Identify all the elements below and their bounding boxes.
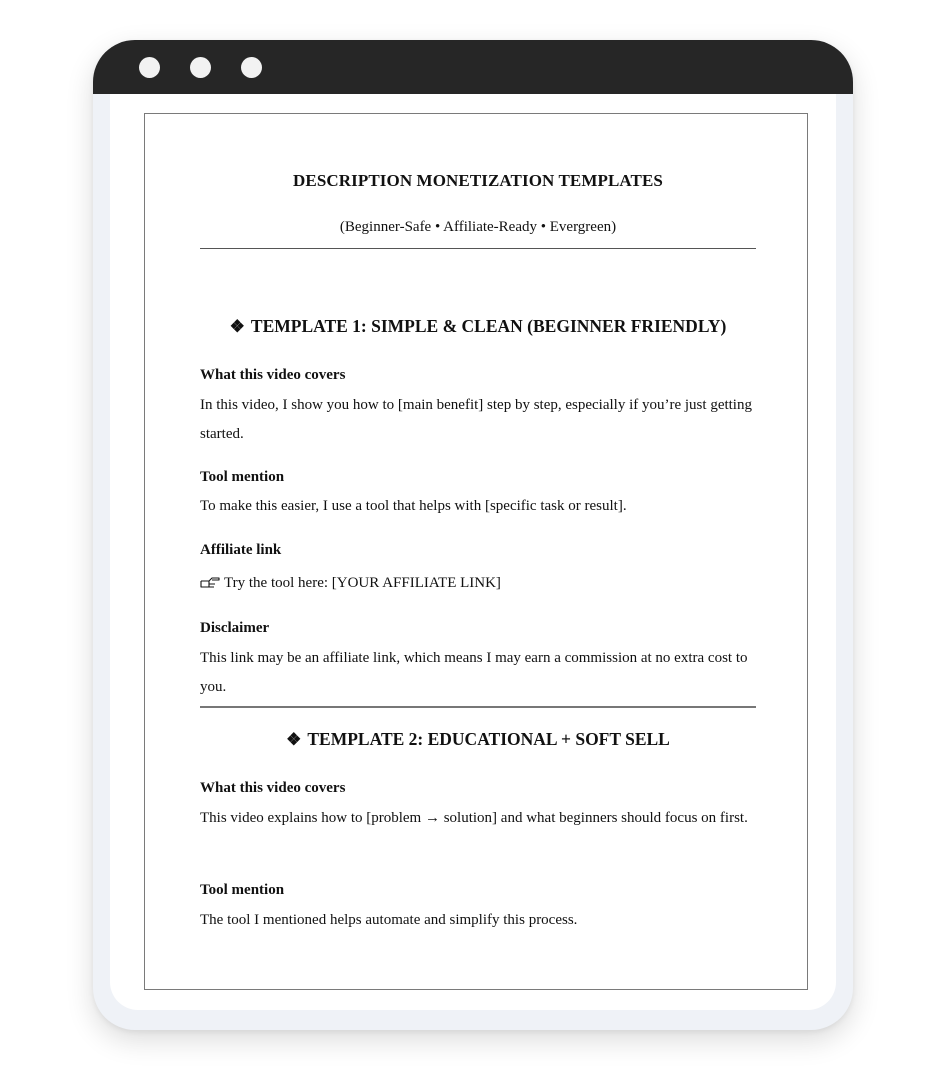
template-1-tool-label: Tool mention bbox=[200, 469, 285, 485]
template-2-tool-label: Tool mention bbox=[200, 882, 285, 898]
window-control-dot-1[interactable] bbox=[139, 57, 160, 78]
template-1-heading bbox=[200, 316, 756, 337]
document-subtitle: (Beginner-Safe • Affiliate-Ready • Evergreen) bbox=[339, 219, 617, 235]
document-page bbox=[144, 113, 808, 990]
window-titlebar bbox=[93, 40, 853, 94]
pointing-hand-icon bbox=[200, 575, 220, 589]
template-1-affiliate-line bbox=[200, 569, 756, 598]
template-2-covers-label: What this video covers bbox=[200, 780, 346, 796]
diamond-icon: ❖ bbox=[286, 730, 302, 749]
template-2-tool-text: The tool I mentioned helps automate and simplify this process. bbox=[200, 912, 578, 928]
template-1-covers-text: In this video, I show you how to [main benefit] step by step, especially if you’re just getting started. bbox=[200, 397, 752, 442]
template-2-heading bbox=[200, 729, 756, 750]
diamond-icon: ❖ bbox=[229, 317, 245, 336]
template-divider bbox=[200, 706, 756, 708]
template-1-disclaimer-label: Disclaimer bbox=[200, 620, 270, 636]
template-1-tool-text: To make this easier, I use a tool that helps with [specific task or result]. bbox=[200, 498, 627, 514]
window-control-dot-2[interactable] bbox=[190, 57, 211, 78]
template-1-affiliate-label: Affiliate link bbox=[200, 542, 282, 558]
template-2-covers-text: This video explains how to [problem → solution] and what beginners should focus on first. bbox=[200, 810, 748, 826]
template-1-disclaimer-text: This link may be an affiliate link, which means I may earn a commission at no extra cost to you. bbox=[200, 650, 748, 695]
section-divider bbox=[200, 248, 756, 249]
template-2-heading-text: TEMPLATE 2: EDUCATIONAL + SOFT SELL bbox=[307, 729, 670, 749]
template-1-covers-label: What this video covers bbox=[200, 367, 346, 383]
document-title: DESCRIPTION MONETIZATION TEMPLATES bbox=[293, 171, 663, 190]
window-control-dot-3[interactable] bbox=[241, 57, 262, 78]
template-1-affiliate-text: Try the tool here: [YOUR AFFILIATE LINK] bbox=[224, 575, 501, 591]
template-1-heading-text: TEMPLATE 1: SIMPLE & CLEAN (BEGINNER FRIENDLY) bbox=[250, 316, 727, 336]
